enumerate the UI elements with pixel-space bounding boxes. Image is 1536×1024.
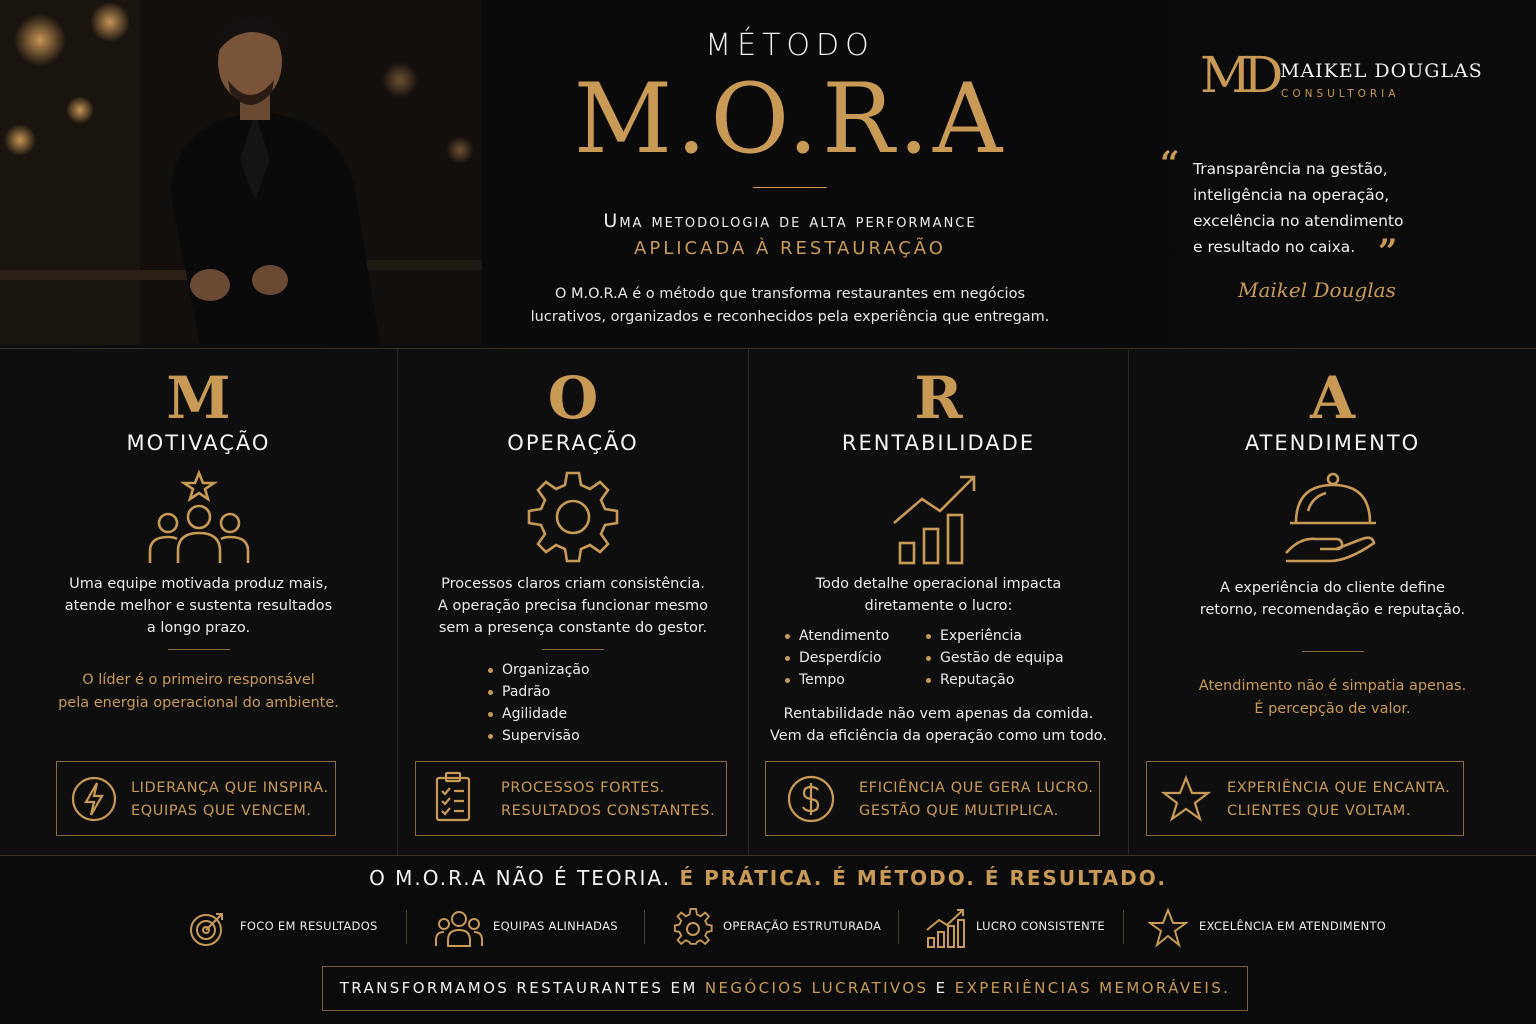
list-item: Desperdício [783,647,889,669]
quote-line: e resultado no caixa. [1193,238,1356,256]
quote-text [1193,156,1403,260]
pillar-note [20,669,377,715]
pillar-bullet-list-left [783,625,889,691]
hero-tagline: Uma metodologia de alta performance [603,210,977,232]
pillar-description-line: a longo prazo. [146,620,251,636]
pillar-description-line: A operação precisa funcionar mesmo [437,598,709,614]
star-icon [1161,774,1211,824]
pillar-letter: R [914,364,963,432]
brand-logo [1200,46,1500,106]
list-item: Organização [486,659,590,681]
hero-section [0,0,1536,348]
closing-banner [322,966,1248,1011]
pillar-description [1149,577,1516,621]
pillar-highlight-text [1227,777,1450,823]
pillar-title: RENTABILIDADE [841,431,1036,455]
brand-monogram: MD [1200,46,1276,104]
pillar-bullet-list-right [924,625,1064,691]
pillar-description-line: diretamente o lucro: [864,598,1013,614]
closing-highlight: NEGÓCIOS LUCRATIVOS [704,979,929,997]
pillar-letter: M [166,364,231,432]
pillar-atendimento [1128,349,1536,855]
pillar-highlight-line: LIDERANÇA QUE INSPIRA. [131,780,329,796]
close-quote-icon: ” [1378,232,1398,272]
closing-text: TRANSFORMAMOS RESTAURANTES EM [339,979,698,997]
feature-label: LUCRO CONSISTENTE [976,919,1105,933]
pillar-description [20,573,377,639]
pillar-divider [542,649,604,650]
pillar-highlight-box [1146,761,1464,836]
pillar-title: ATENDIMENTO [1244,431,1421,455]
pillar-title: MOTIVAÇÃO [126,431,271,455]
pillar-description [769,573,1108,617]
pillar-highlight-box [765,761,1100,836]
pillar-highlight-line: EQUIPAS QUE VENCEM. [131,803,312,819]
pillar-operacao [397,349,748,855]
pillar-extra-text [769,703,1108,747]
quote-line: excelência no atendimento [1193,212,1404,230]
list-item: Experiência [924,625,1064,647]
restaurant-background-illustration [0,0,482,345]
pillar-description-line: sem a presença constante do gestor. [438,620,708,636]
feature-label: EXCELÊNCIA EM ATENDIMENTO [1199,919,1387,933]
pillar-title: OPERAÇÃO [507,431,639,455]
list-item: Reputação [924,669,1064,691]
pillar-extra-line: Rentabilidade não vem apenas da comida. [783,706,1094,722]
pillar-highlight-line: EFICIÊNCIA QUE GERA LUCRO. [859,780,1094,796]
pillar-divider [168,649,230,650]
hero-title-block [520,28,1060,329]
pillar-highlight-line: RESULTADOS CONSTANTES. [501,803,716,819]
pillar-letter: O [547,364,599,432]
hero-divider [753,187,827,188]
closing-highlight: EXPERIÊNCIAS MEMORÁVEIS. [954,979,1231,997]
pillar-letter: A [1309,364,1355,432]
pillar-note [1149,675,1516,721]
pillar-highlight-text [501,777,715,823]
quote-line: inteligência na operação, [1193,186,1390,204]
pillar-description-line: atende melhor e sustenta resultados [64,598,333,614]
list-item: Supervisão [486,725,590,747]
features-row [0,904,1536,950]
pillar-description [418,573,728,639]
pillar-note-line: Atendimento não é simpatia apenas. [1198,678,1467,694]
pillar-motivacao [0,349,397,855]
slogan-highlight: É PRÁTICA. É MÉTODO. É RESULTADO. [679,866,1167,890]
list-item: Atendimento [783,625,889,647]
slogan [0,866,1536,890]
pillar-extra-line: Vem da eficiência da operação como um todo. [769,728,1108,744]
pillar-highlight-box [415,761,727,836]
target-icon [188,908,228,948]
pillar-rentabilidade [748,349,1128,855]
star-icon [1148,908,1188,948]
pillar-highlight-text [131,777,329,823]
pillar-highlight-box [56,761,336,836]
pillar-highlight-line: CLIENTES QUE VOLTAM. [1227,803,1412,819]
list-item: Tempo [783,669,889,691]
hero-description-line: lucrativos, organizados e reconhecidos pela experiência que entregam. [530,309,1050,325]
growth-chart-icon [884,467,994,567]
feature-divider [644,910,645,944]
pillar-highlight-line: GESTÃO QUE MULTIPLICA. [859,803,1059,819]
quote-line: Transparência na gestão, [1193,160,1388,178]
pillar-description-line: Processos claros criam consistência. [441,576,705,592]
pillar-description-line: retorno, recomendação e reputação. [1199,602,1466,618]
checklist-icon [430,770,476,824]
pillar-highlight-text [859,777,1094,823]
pillar-divider [1302,651,1364,652]
cloche-hand-icon [1278,467,1388,567]
pillar-highlight-line: EXPERIÊNCIA QUE ENCANTA. [1227,780,1451,796]
gear-icon [673,908,713,948]
feature-divider [406,910,407,944]
pillar-note-line: pela energia operacional do ambiente. [58,695,339,711]
hero-tagline-highlight: APLICADA À RESTAURAÇÃO [634,238,946,259]
team-icon [434,908,484,948]
consultant-photo [0,0,482,345]
list-item: Gestão de equipa [924,647,1064,669]
pillar-description-line: Uma equipe motivada produz mais, [69,576,328,592]
dollar-coin-icon [786,774,836,824]
pillar-highlight-line: PROCESSOS FORTES. [501,780,665,796]
list-item: Padrão [486,681,590,703]
brand-subtitle: CONSULTORIA [1281,88,1400,100]
signature: Maikel Douglas [1238,278,1396,302]
gear-icon [518,467,628,567]
hero-description-line: O M.O.R.A é o método que transforma restaurantes em negócios [554,286,1026,302]
feature-divider [1123,910,1124,944]
lightning-icon [71,774,117,824]
pillars-section [0,348,1536,856]
hero-description [520,283,1060,329]
feature-divider [898,910,899,944]
feature-label: EQUIPAS ALINHADAS [493,919,618,933]
pillar-note-line: É percepção de valor. [1254,701,1411,717]
pillar-description-line: A experiência do cliente define [1220,580,1445,596]
pillar-bullet-list [486,659,590,747]
brand-name: MAIKEL DOUGLAS [1280,60,1483,82]
method-kicker: MÉTODO [705,28,875,63]
pillar-note-line: O líder é o primeiro responsável [82,672,315,688]
growth-chart-icon [925,908,967,948]
pillar-description-line: Todo detalhe operacional impacta [815,576,1062,592]
feature-label: OPERAÇÃO ESTRUTURADA [723,919,882,933]
team-star-icon [144,467,254,567]
list-item: Agilidade [486,703,590,725]
slogan-part: O M.O.R.A NÃO É TEORIA. [369,866,672,890]
feature-label: FOCO EM RESULTADOS [240,919,378,933]
open-quote-icon: “ [1160,144,1180,184]
mora-title: M.O.R.A [573,63,1007,175]
closing-connector: E [935,979,948,997]
